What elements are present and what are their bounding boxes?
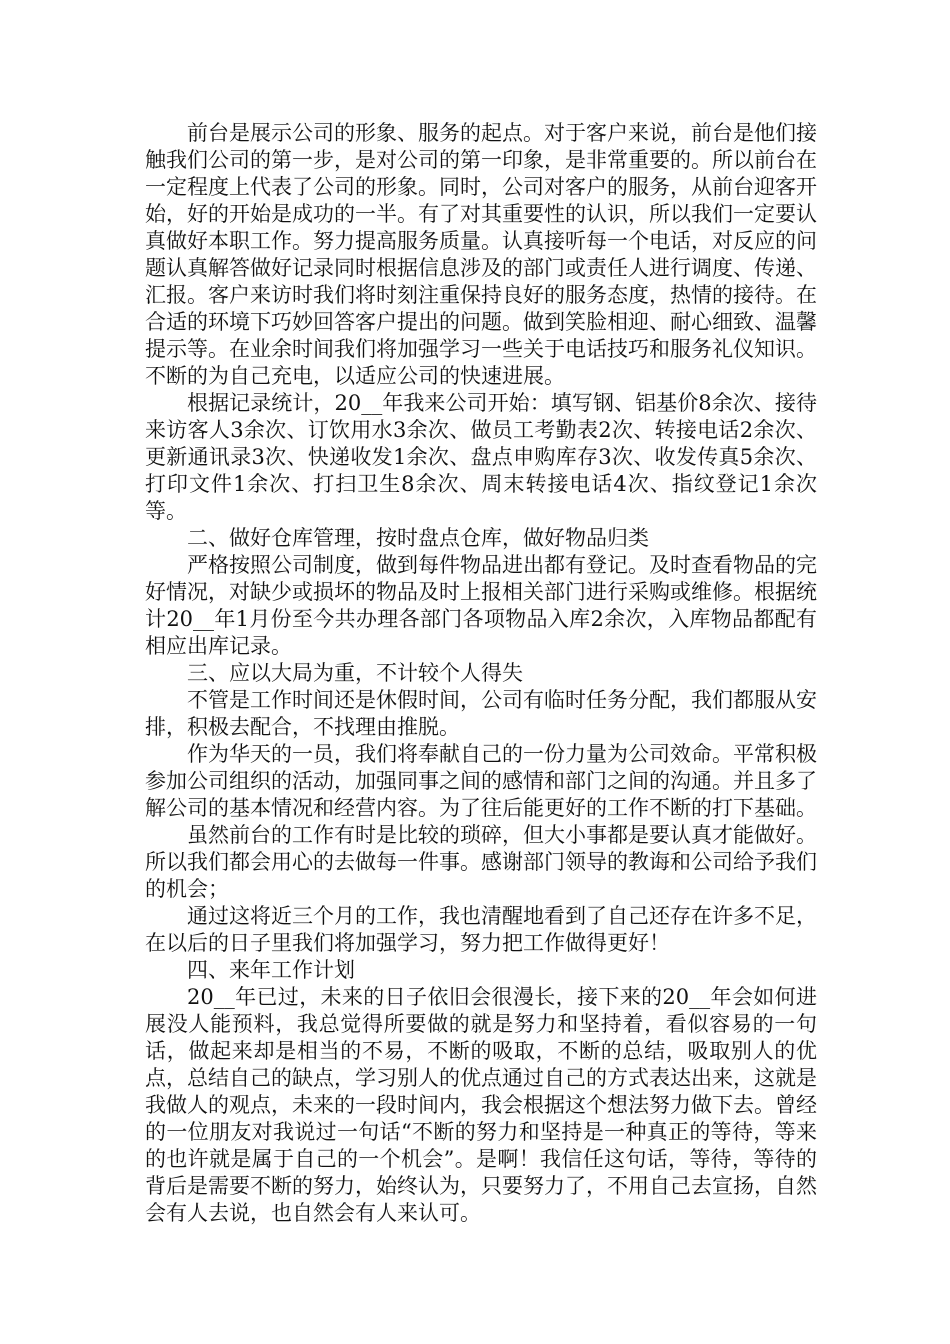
heading-warehouse-management: 二、做好仓库管理，按时盘点仓库，做好物品归类 xyxy=(187,526,649,550)
paragraph-obey-arrangements: 不管是工作时间还是休假时间，公司有临时任务分配，我们都服从安排，积极去配合，不找理由推脱。 xyxy=(145,688,817,739)
document-body xyxy=(145,120,817,1227)
paragraph-self-reflection: 通过这将近三个月的工作，我也清醒地看到了自己还存在许多不足，在以后的日子里我们将加强学习，努力把工作做得更好！ xyxy=(145,904,817,955)
paragraph-warehouse-details: 严格按照公司制度，做到每件物品进出都有登记。及时查看物品的完好情况，对缺少或损坏的物品及时上报相关部门进行采购或维修。根据统计20__年1月份至今共办理各部门各项物品入库2余次，入库物品都配有相应出库记录。 xyxy=(145,553,817,658)
paragraph-company-member: 作为华天的一员，我们将奉献自己的一份力量为公司效命。平常积极参加公司组织的活动，加强同事之间的感情和部门之间的沟通。并且多了解公司的基本情况和经营内容。为了往后能更好的工作不断的打下基础。 xyxy=(145,742,817,820)
paragraph-future-plan: 20__年已过，未来的日子依旧会很漫长，接下来的20__年会如何进展没人能预料，我总觉得所要做的就是努力和坚持着，看似容易的一句话，做起来却是相当的不易，不断的吸取，不断的总结，吸取别人的优点，总结自己的缺点，学习别人的优点通过自己的方式表达出来，这就是我做人的观点，未来的一段时间内，我会根据这个想法努力做下去。曾经的一位朋友对我说过一句话“不断的努力和坚持是一种真正的等待，等来的也许就是属于自己的一个机会”。是啊！我信任这句话，等待，等待的背后是需要不断的努力，始终认为，只要努力了，不用自己去宣扬，自然会有人去说，也自然会有人来认可。 xyxy=(145,985,817,1225)
paragraph-front-desk-role: 前台是展示公司的形象、服务的起点。对于客户来说，前台是他们接触我们公司的第一步，是对公司的第一印象，是非常重要的。所以前台在一定程度上代表了公司的形象。同时，公司对客户的服务，从前台迎客开始，好的开始是成功的一半。有了对其重要性的认识，所以我们一定要认真做好本职工作。努力提高服务质量。认真接听每一个电话，对反应的问题认真解答做好记录同时根据信息涉及的部门或责任人进行调度、传递、汇报。客户来访时我们将时刻注重保持良好的服务态度，热情的接待。在合适的环境下巧妙回答客户提出的问题。做到笑脸相迎、耐心细致、温馨提示等。在业余时间我们将加强学习一些关于电话技巧和服务礼仪知识。不断的为自己充电，以适应公司的快速进展。 xyxy=(145,121,817,388)
heading-big-picture: 三、应以大局为重，不计较个人得失 xyxy=(187,661,523,685)
heading-next-year-plan: 四、来年工作计划 xyxy=(187,958,355,982)
paragraph-work-statistics: 根据记录统计，20__年我来公司开始：填写钢、铝基价8余次、接待来访客人3余次、订饮用水3余次、做员工考勤表2次、转接电话2余次、更新通讯录3次、快递收发1余次、盘点申购库存3次、收发传真5余次、打印文件1余次、打扫卫生8余次、周末转接电话4次、指纹登记1余次等。 xyxy=(145,391,817,523)
paragraph-trivial-work: 虽然前台的工作有时是比较的琐碎，但大小事都是要认真才能做好。所以我们都会用心的去做每一件事。感谢部门领导的教诲和公司给予我们的机会； xyxy=(145,823,817,901)
